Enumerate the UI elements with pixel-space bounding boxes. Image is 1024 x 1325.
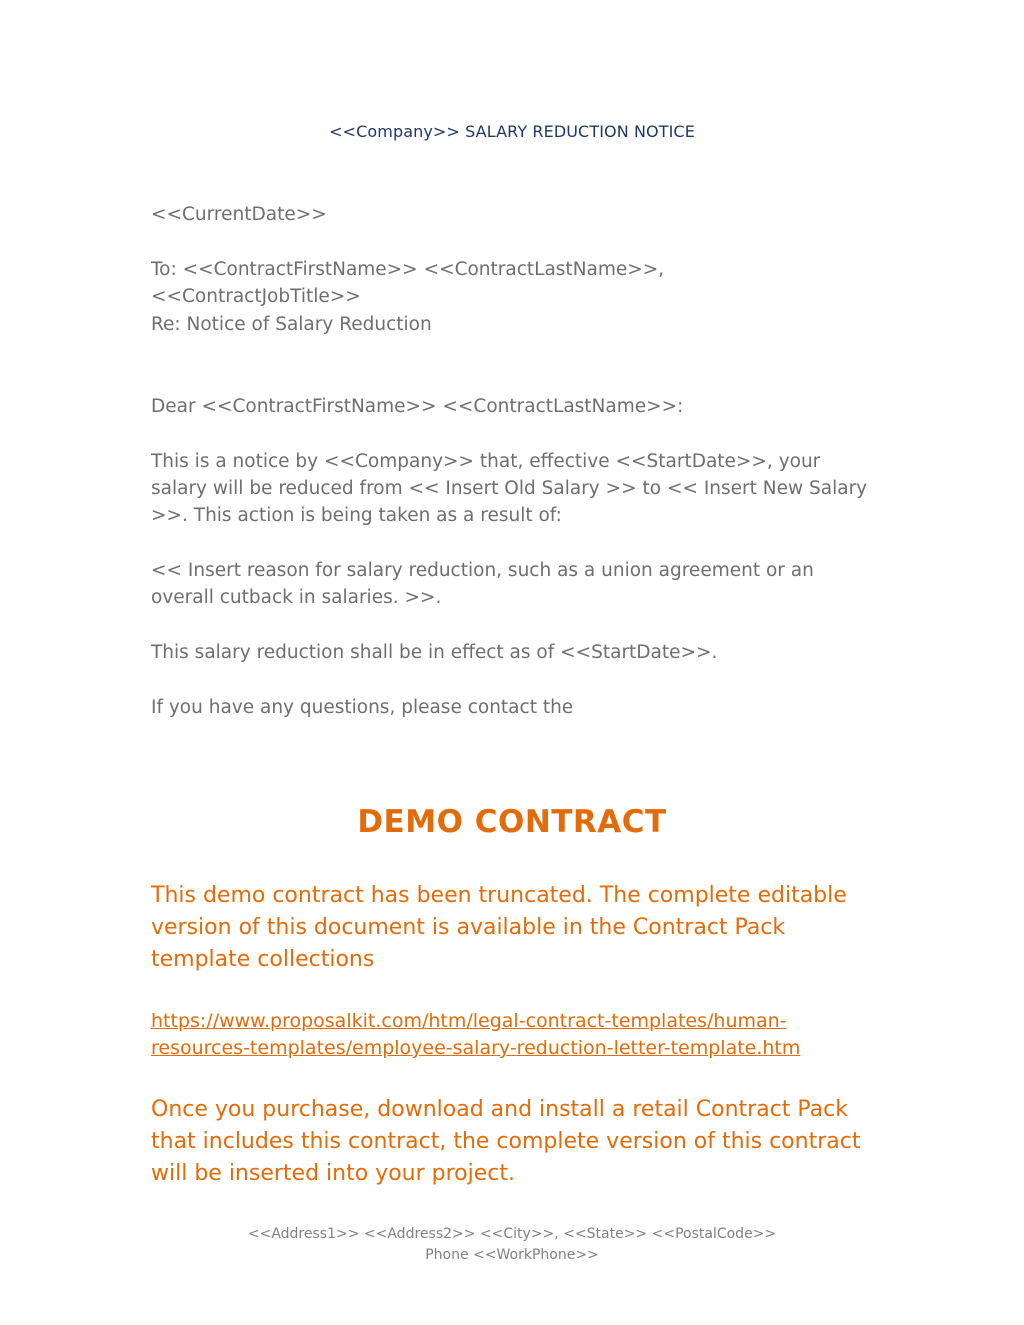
demo-purchase-text: Once you purchase, download and install a retail Contract Pack that includes this contract, the complete version of this contract will be inserted into your project. xyxy=(151,1097,861,1186)
re-line: Re: Notice of Salary Reduction xyxy=(151,314,432,335)
to-line: To: <<ContractFirstName>> <<ContractLastName>>, <<ContractJobTitle>> xyxy=(151,259,665,307)
template-link-line-1: https://www.proposalkit.com/htm/legal-contract-templates/human- xyxy=(151,1010,787,1032)
paragraph-reason: << Insert reason for salary reduction, such as a union agreement or an overall cutback in salaries. >>. xyxy=(151,560,814,608)
template-link[interactable] xyxy=(151,1008,871,1062)
demo-contract-heading: DEMO CONTRACT xyxy=(357,804,667,840)
paragraph-notice: This is a notice by <<Company>> that, effective <<StartDate>>, your salary will be reduced from << Insert Old Salary >> to << Insert New Salary >>. This action is being taken as a result of: xyxy=(151,451,868,526)
paragraph-questions: If you have any questions, please contact the xyxy=(151,697,574,718)
current-date: <<CurrentDate>> xyxy=(151,204,327,225)
page-title: <<Company>> SALARY REDUCTION NOTICE xyxy=(329,122,695,141)
paragraph-effect: This salary reduction shall be in effect as of <<StartDate>>. xyxy=(151,642,718,663)
salutation: Dear <<ContractFirstName>> <<ContractLastName>>: xyxy=(151,396,684,417)
footer-address: <<Address1>> <<Address2>> <<City>>, <<State>> <<PostalCode>> xyxy=(247,1226,777,1242)
template-link-line-2: resources-templates/employee-salary-reduction-letter-template.htm xyxy=(151,1037,801,1059)
footer-phone: Phone <<WorkPhone>> xyxy=(425,1247,599,1263)
demo-truncated-text: This demo contract has been truncated. The complete editable version of this document is available in the Contract Pack template collections xyxy=(151,883,847,972)
